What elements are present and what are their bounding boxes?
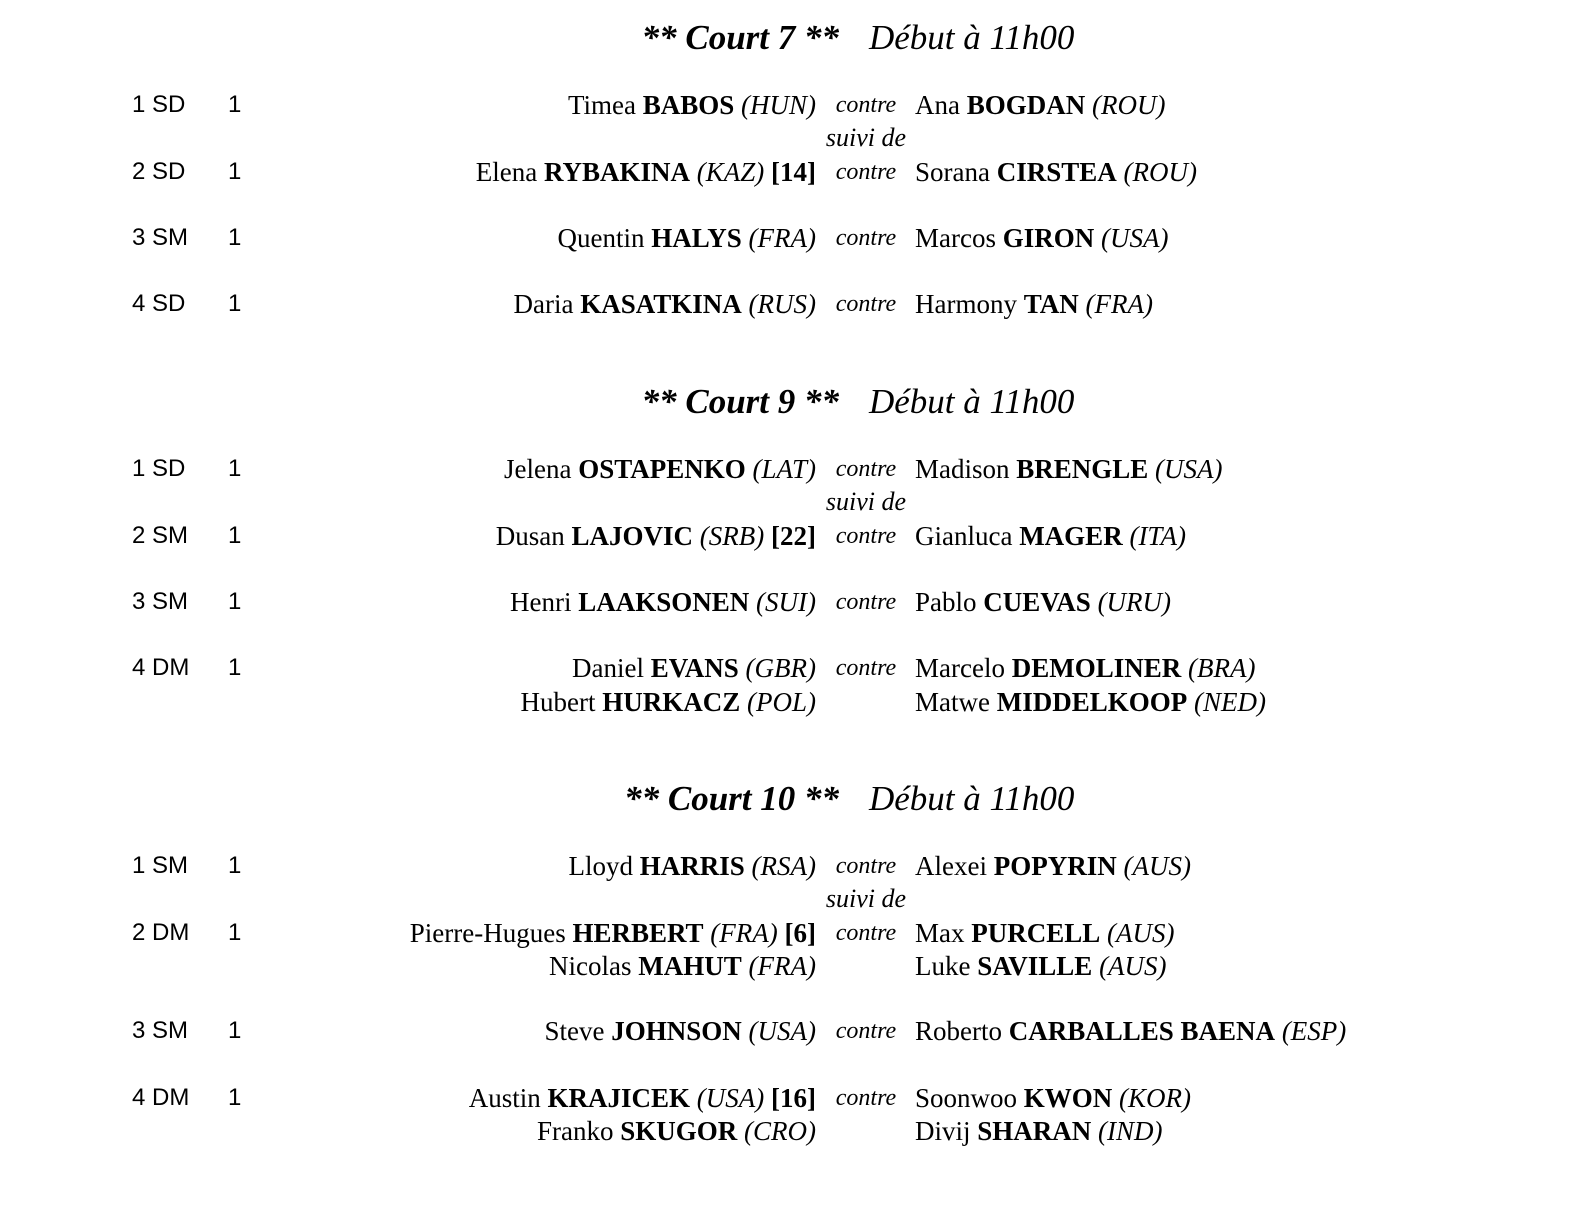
round-number: 1 [228, 224, 242, 251]
left-player: Austin KRAJICEK (USA) [16] [468, 1083, 816, 1113]
round-number: 1 [228, 1017, 242, 1044]
round-number: 1 [228, 158, 242, 185]
round-number: 1 [228, 852, 242, 879]
versus-label: contre [835, 92, 897, 118]
versus-label: contre [835, 456, 897, 482]
left-player: Quentin HALYS (FRA) [557, 223, 816, 253]
right-player: Ana BOGDAN (ROU) [915, 90, 1166, 120]
followed-by-label: suivi de [825, 123, 907, 152]
left-player: Steve JOHNSON (USA) [544, 1016, 816, 1046]
right-player: Harmony TAN (FRA) [915, 289, 1153, 319]
start-time: Début à 11h00 [869, 779, 1075, 818]
round-number: 1 [228, 91, 242, 118]
round-number: 1 [228, 290, 242, 317]
partner-row [0, 685, 1592, 719]
start-time: Début à 11h00 [869, 18, 1075, 57]
court-name: ** Court 7 ** [641, 18, 839, 57]
match-number: 2 DM [132, 919, 190, 946]
right-player: Soonwoo KWON (KOR) [915, 1083, 1192, 1113]
left-partner: Nicolas MAHUT (FRA) [549, 951, 816, 981]
right-player: Sorana CIRSTEA (ROU) [915, 157, 1198, 187]
followed-by-row [0, 882, 1592, 916]
match-row [0, 287, 1592, 321]
versus-label: contre [835, 853, 897, 879]
right-partner: Divij SHARAN (IND) [915, 1116, 1163, 1146]
followed-by-label: suivi de [825, 884, 907, 913]
match-number: 2 SD [132, 158, 186, 185]
round-number: 1 [228, 1084, 242, 1111]
court-header [0, 12, 1592, 64]
start-time: Début à 11h00 [869, 382, 1075, 421]
match-row [0, 221, 1592, 255]
left-player: Timea BABOS (HUN) [567, 90, 816, 120]
seed: [22] [771, 521, 816, 551]
right-partner: Matwe MIDDELKOOP (NED) [915, 687, 1266, 717]
match-number: 3 SM [132, 1017, 189, 1044]
match-number: 1 SM [132, 852, 189, 879]
left-player: Lloyd HARRIS (RSA) [568, 851, 816, 881]
match-row [0, 452, 1592, 486]
match-number: 1 SD [132, 91, 186, 118]
versus-label: contre [835, 589, 897, 615]
match-row [0, 155, 1592, 189]
match-row [0, 519, 1592, 553]
match-number: 3 SM [132, 224, 189, 251]
match-row [0, 849, 1592, 883]
round-number: 1 [228, 522, 242, 549]
versus-label: contre [835, 920, 897, 946]
versus-label: contre [835, 159, 897, 185]
seed: [14] [771, 157, 816, 187]
round-number: 1 [228, 455, 242, 482]
court-header [0, 773, 1592, 825]
left-partner: Hubert HURKACZ (POL) [520, 687, 816, 717]
versus-label: contre [835, 523, 897, 549]
left-partner: Franko SKUGOR (CRO) [536, 1116, 816, 1146]
match-row [0, 1014, 1592, 1048]
right-player: Gianluca MAGER (ITA) [915, 521, 1186, 551]
versus-label: contre [835, 1085, 897, 1111]
right-player: Madison BRENGLE (USA) [915, 454, 1223, 484]
match-number: 4 SD [132, 290, 186, 317]
right-player: Marcelo DEMOLINER (BRA) [915, 653, 1256, 683]
match-row [0, 1081, 1592, 1115]
versus-label: contre [835, 291, 897, 317]
left-player: Jelena OSTAPENKO (LAT) [503, 454, 816, 484]
right-partner: Luke SAVILLE (AUS) [915, 951, 1167, 981]
match-number: 4 DM [132, 654, 190, 681]
right-player: Pablo CUEVAS (URU) [915, 587, 1172, 617]
match-row [0, 651, 1592, 685]
seed: [16] [771, 1083, 816, 1113]
left-player: Daria KASATKINA (RUS) [513, 289, 816, 319]
left-player: Dusan LAJOVIC (SRB) [22] [495, 521, 816, 551]
match-number: 2 SM [132, 522, 189, 549]
left-player: Daniel EVANS (GBR) [572, 653, 816, 683]
versus-label: contre [835, 225, 897, 251]
followed-by-row [0, 121, 1592, 155]
followed-by-row [0, 485, 1592, 519]
seed: [6] [784, 918, 816, 948]
match-row [0, 88, 1592, 122]
right-player: Max PURCELL (AUS) [915, 918, 1175, 948]
round-number: 1 [228, 654, 242, 681]
court-name: ** Court 9 ** [641, 382, 839, 421]
match-number: 3 SM [132, 588, 189, 615]
followed-by-label: suivi de [825, 487, 907, 516]
versus-label: contre [835, 655, 897, 681]
right-player: Roberto CARBALLES BAENA (ESP) [915, 1016, 1347, 1046]
court-name: ** Court 10 ** [624, 779, 839, 818]
match-number: 1 SD [132, 455, 186, 482]
left-player: Henri LAAKSONEN (SUI) [510, 587, 816, 617]
round-number: 1 [228, 588, 242, 615]
versus-label: contre [835, 1018, 897, 1044]
match-row [0, 585, 1592, 619]
match-row [0, 916, 1592, 950]
court-header [0, 376, 1592, 428]
right-player: Marcos GIRON (USA) [915, 223, 1169, 253]
round-number: 1 [228, 919, 242, 946]
right-player: Alexei POPYRIN (AUS) [915, 851, 1191, 881]
partner-row [0, 1114, 1592, 1148]
left-player: Elena RYBAKINA (KAZ) [14] [475, 157, 816, 187]
left-player: Pierre-Hugues HERBERT (FRA) [6] [409, 918, 816, 948]
partner-row [0, 949, 1592, 983]
match-number: 4 DM [132, 1084, 190, 1111]
